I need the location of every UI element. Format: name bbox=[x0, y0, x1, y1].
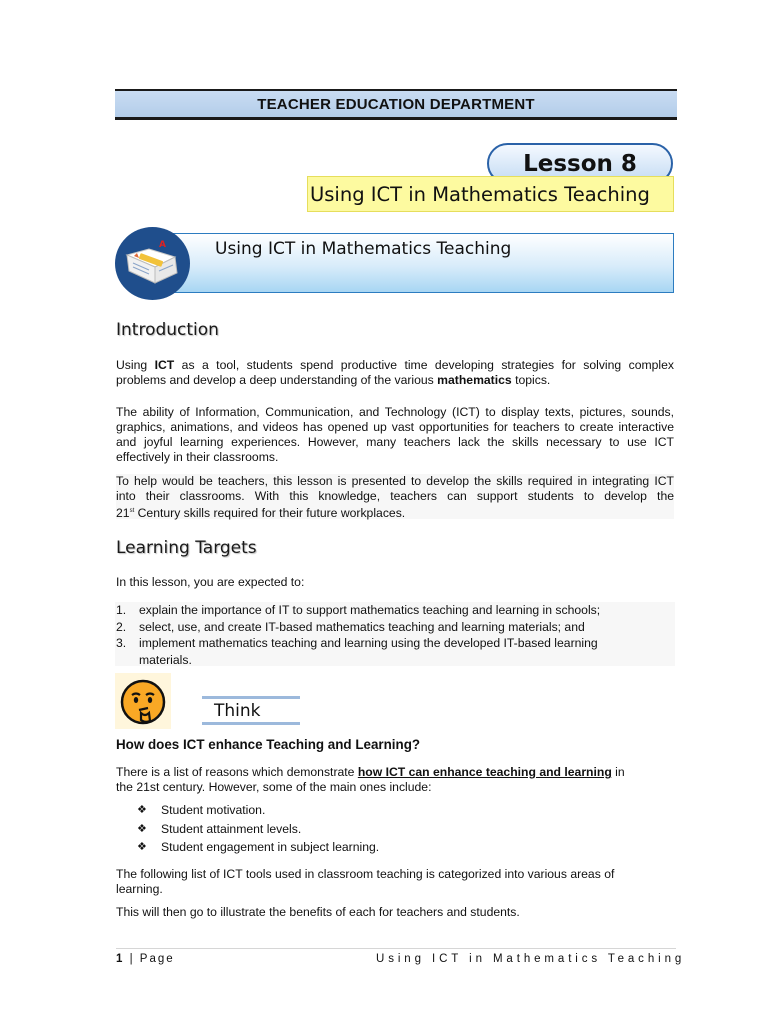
text-line: The ability of Information, Communication, and Technology (ICT) to display texts, pictures, sounds, bbox=[116, 405, 674, 419]
footer-divider bbox=[116, 948, 676, 949]
lesson-title-box bbox=[307, 176, 674, 212]
lesson-title: Using ICT in Mathematics Teaching bbox=[310, 182, 650, 206]
page-label: | Page bbox=[129, 953, 175, 965]
diamond-bullet-icon: ❖ bbox=[137, 841, 147, 853]
intro-paragraph-3 bbox=[116, 474, 674, 519]
text-line: effectively in their classrooms. bbox=[116, 450, 279, 464]
text-line: The following list of ICT tools used in classroom teaching is categorized into various areas of bbox=[116, 867, 615, 881]
page-number: 1 bbox=[116, 953, 125, 965]
book-pen-icon bbox=[115, 227, 190, 300]
text-line: To help would be teachers, this lesson is presented to develop the skills required in integrating ICT bbox=[116, 474, 674, 488]
think-paragraph-1 bbox=[116, 765, 674, 795]
diamond-bullet-icon: ❖ bbox=[137, 822, 147, 835]
list-item: ❖ Student motivation. bbox=[137, 801, 379, 820]
list-item: ❖ Student attainment levels. bbox=[137, 820, 379, 839]
list-item: 1. explain the importance of IT to support mathematics teaching and learning in schools; bbox=[116, 603, 601, 617]
intro-paragraph-2 bbox=[116, 405, 674, 465]
intro-paragraph-1 bbox=[116, 358, 674, 388]
introduction-heading: Introduction bbox=[116, 320, 219, 340]
thinking-face-icon bbox=[115, 673, 171, 729]
svg-text:A: A bbox=[159, 240, 166, 250]
text-line: Using ICT as a tool, students spend productive time developing strategies for solving complex bbox=[116, 358, 674, 372]
learning-targets-heading: Learning Targets bbox=[116, 538, 257, 558]
think-label: Think bbox=[214, 700, 261, 721]
reasons-list bbox=[137, 801, 379, 857]
department-header bbox=[115, 89, 677, 120]
text-line: 21st Century skills required for their future workplaces. bbox=[116, 506, 406, 521]
list-item: ❖ Student engagement in subject learning. bbox=[137, 838, 379, 857]
text-line: learning. bbox=[116, 882, 163, 896]
think-paragraph-2 bbox=[116, 867, 674, 897]
list-item: 2. select, use, and create IT-based mathematics teaching and learning materials; and bbox=[116, 619, 585, 634]
learning-targets-intro: In this lesson, you are expected to: bbox=[116, 575, 305, 589]
think-label-box bbox=[202, 696, 300, 725]
lesson-number: Lesson 8 bbox=[523, 150, 637, 177]
banner-title: Using ICT in Mathematics Teaching bbox=[215, 239, 512, 259]
diamond-bullet-icon: ❖ bbox=[137, 804, 147, 816]
list-item: 3. implement mathematics teaching and learning using the developed IT-based learning materials. bbox=[116, 636, 598, 667]
learning-targets-list bbox=[115, 602, 675, 666]
text-line: the 21st century. However, some of the main ones include: bbox=[116, 780, 432, 794]
footer-page bbox=[116, 953, 175, 965]
think-question: How does ICT enhance Teaching and Learning? bbox=[116, 737, 421, 752]
footer-title: Using ICT in Mathematics Teaching bbox=[376, 953, 686, 965]
text-line: into their classrooms. With this knowledge, teachers can support students to develop the bbox=[116, 489, 674, 503]
department-title: TEACHER EDUCATION DEPARTMENT bbox=[257, 95, 535, 113]
text-line: problems and develop a deep understanding of the various mathematics topics. bbox=[116, 373, 551, 387]
section-banner bbox=[153, 233, 674, 293]
text-line: There is a list of reasons which demonstrate how ICT can enhance teaching and learning in bbox=[116, 765, 625, 779]
think-paragraph-3: This will then go to illustrate the benefits of each for teachers and students. bbox=[116, 905, 520, 919]
text-line: and joyful learning experiences. However, many teachers lack the skills necessary to use ICT bbox=[116, 435, 674, 449]
text-line: graphics, animations, and videos has opened up vast opportunities for teachers to create interactive bbox=[116, 420, 674, 434]
